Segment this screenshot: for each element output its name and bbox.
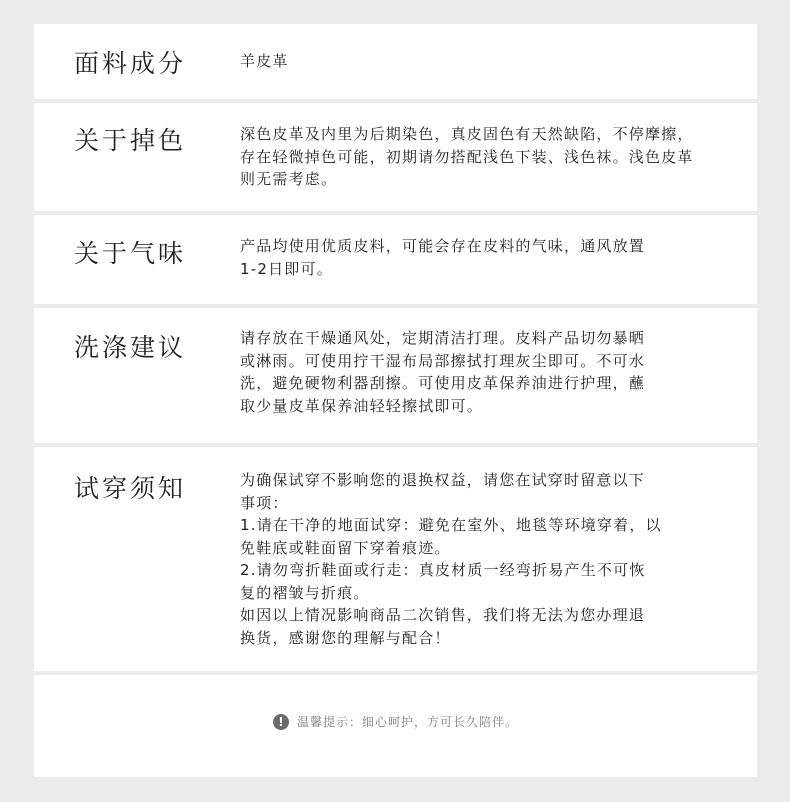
section-label: 试穿须知 xyxy=(74,474,187,503)
text-line: 1-2日即可。 xyxy=(240,259,333,278)
section-text xyxy=(240,469,740,649)
section-fabric xyxy=(34,24,757,99)
section-washing xyxy=(34,308,757,443)
text-line: 产品均使用优质皮料，可能会存在皮料的气味，通风放置 xyxy=(240,237,646,255)
text-line: 如因以上情况影响商品二次销售，我们将无法为您办理退 xyxy=(240,606,646,624)
text-line: 为确保试穿不影响您的退换权益，请您在试穿时留意以下 xyxy=(240,471,646,489)
text-line: 事项： xyxy=(240,493,289,512)
exclamation-icon: ! xyxy=(273,714,289,730)
text-line: 复的褶皱与折痕。 xyxy=(240,583,370,602)
text-line: 深色皮革及内里为后期染色，真皮固色有天然缺陷，不停摩擦， xyxy=(240,125,694,143)
text-line: 换货，感谢您的理解与配合！ xyxy=(240,628,451,647)
tip-panel xyxy=(34,675,757,777)
section-text xyxy=(240,235,740,280)
section-label: 面料成分 xyxy=(74,49,187,78)
text-line: 洗，避免硬物利器刮擦。可使用皮革保养油进行护理，蘸 xyxy=(240,374,646,392)
text-line: 则无需考虑。 xyxy=(240,170,338,188)
section-try-on xyxy=(34,447,757,671)
tip-text: 温馨提示：细心呵护，方可长久陪伴。 xyxy=(296,715,518,729)
text-line: 免鞋底或鞋面留下穿着痕迹。 xyxy=(240,538,451,557)
section-text xyxy=(240,50,740,73)
text-line: 或淋雨。可使用拧干湿布局部擦拭打理灰尘即可。不可水 xyxy=(240,351,646,370)
section-label: 关于掉色 xyxy=(74,126,187,155)
text-line: 1.请在干净的地面试穿：避免在室外、地毯等环境穿着，以 xyxy=(240,516,662,534)
text-line: 请存放在干燥通风处，定期清洁打理。皮料产品切勿暴晒 xyxy=(240,329,646,347)
section-fading xyxy=(34,103,757,211)
section-label: 洗涤建议 xyxy=(74,333,187,362)
tip-row xyxy=(34,713,757,730)
section-label: 关于气味 xyxy=(74,239,187,268)
text-line: 羊皮革 xyxy=(240,52,289,70)
text-line: 存在轻微掉色可能，初期请勿搭配浅色下装、浅色袜。浅色皮革 xyxy=(240,147,694,166)
section-text xyxy=(240,327,740,417)
text-line: 取少量皮革保养油轻轻擦拭即可。 xyxy=(240,396,484,415)
section-odor xyxy=(34,215,757,304)
text-line: 2.请勿弯折鞋面或行走：真皮材质一经弯折易产生不可恢 xyxy=(240,561,646,579)
section-text xyxy=(240,123,740,191)
